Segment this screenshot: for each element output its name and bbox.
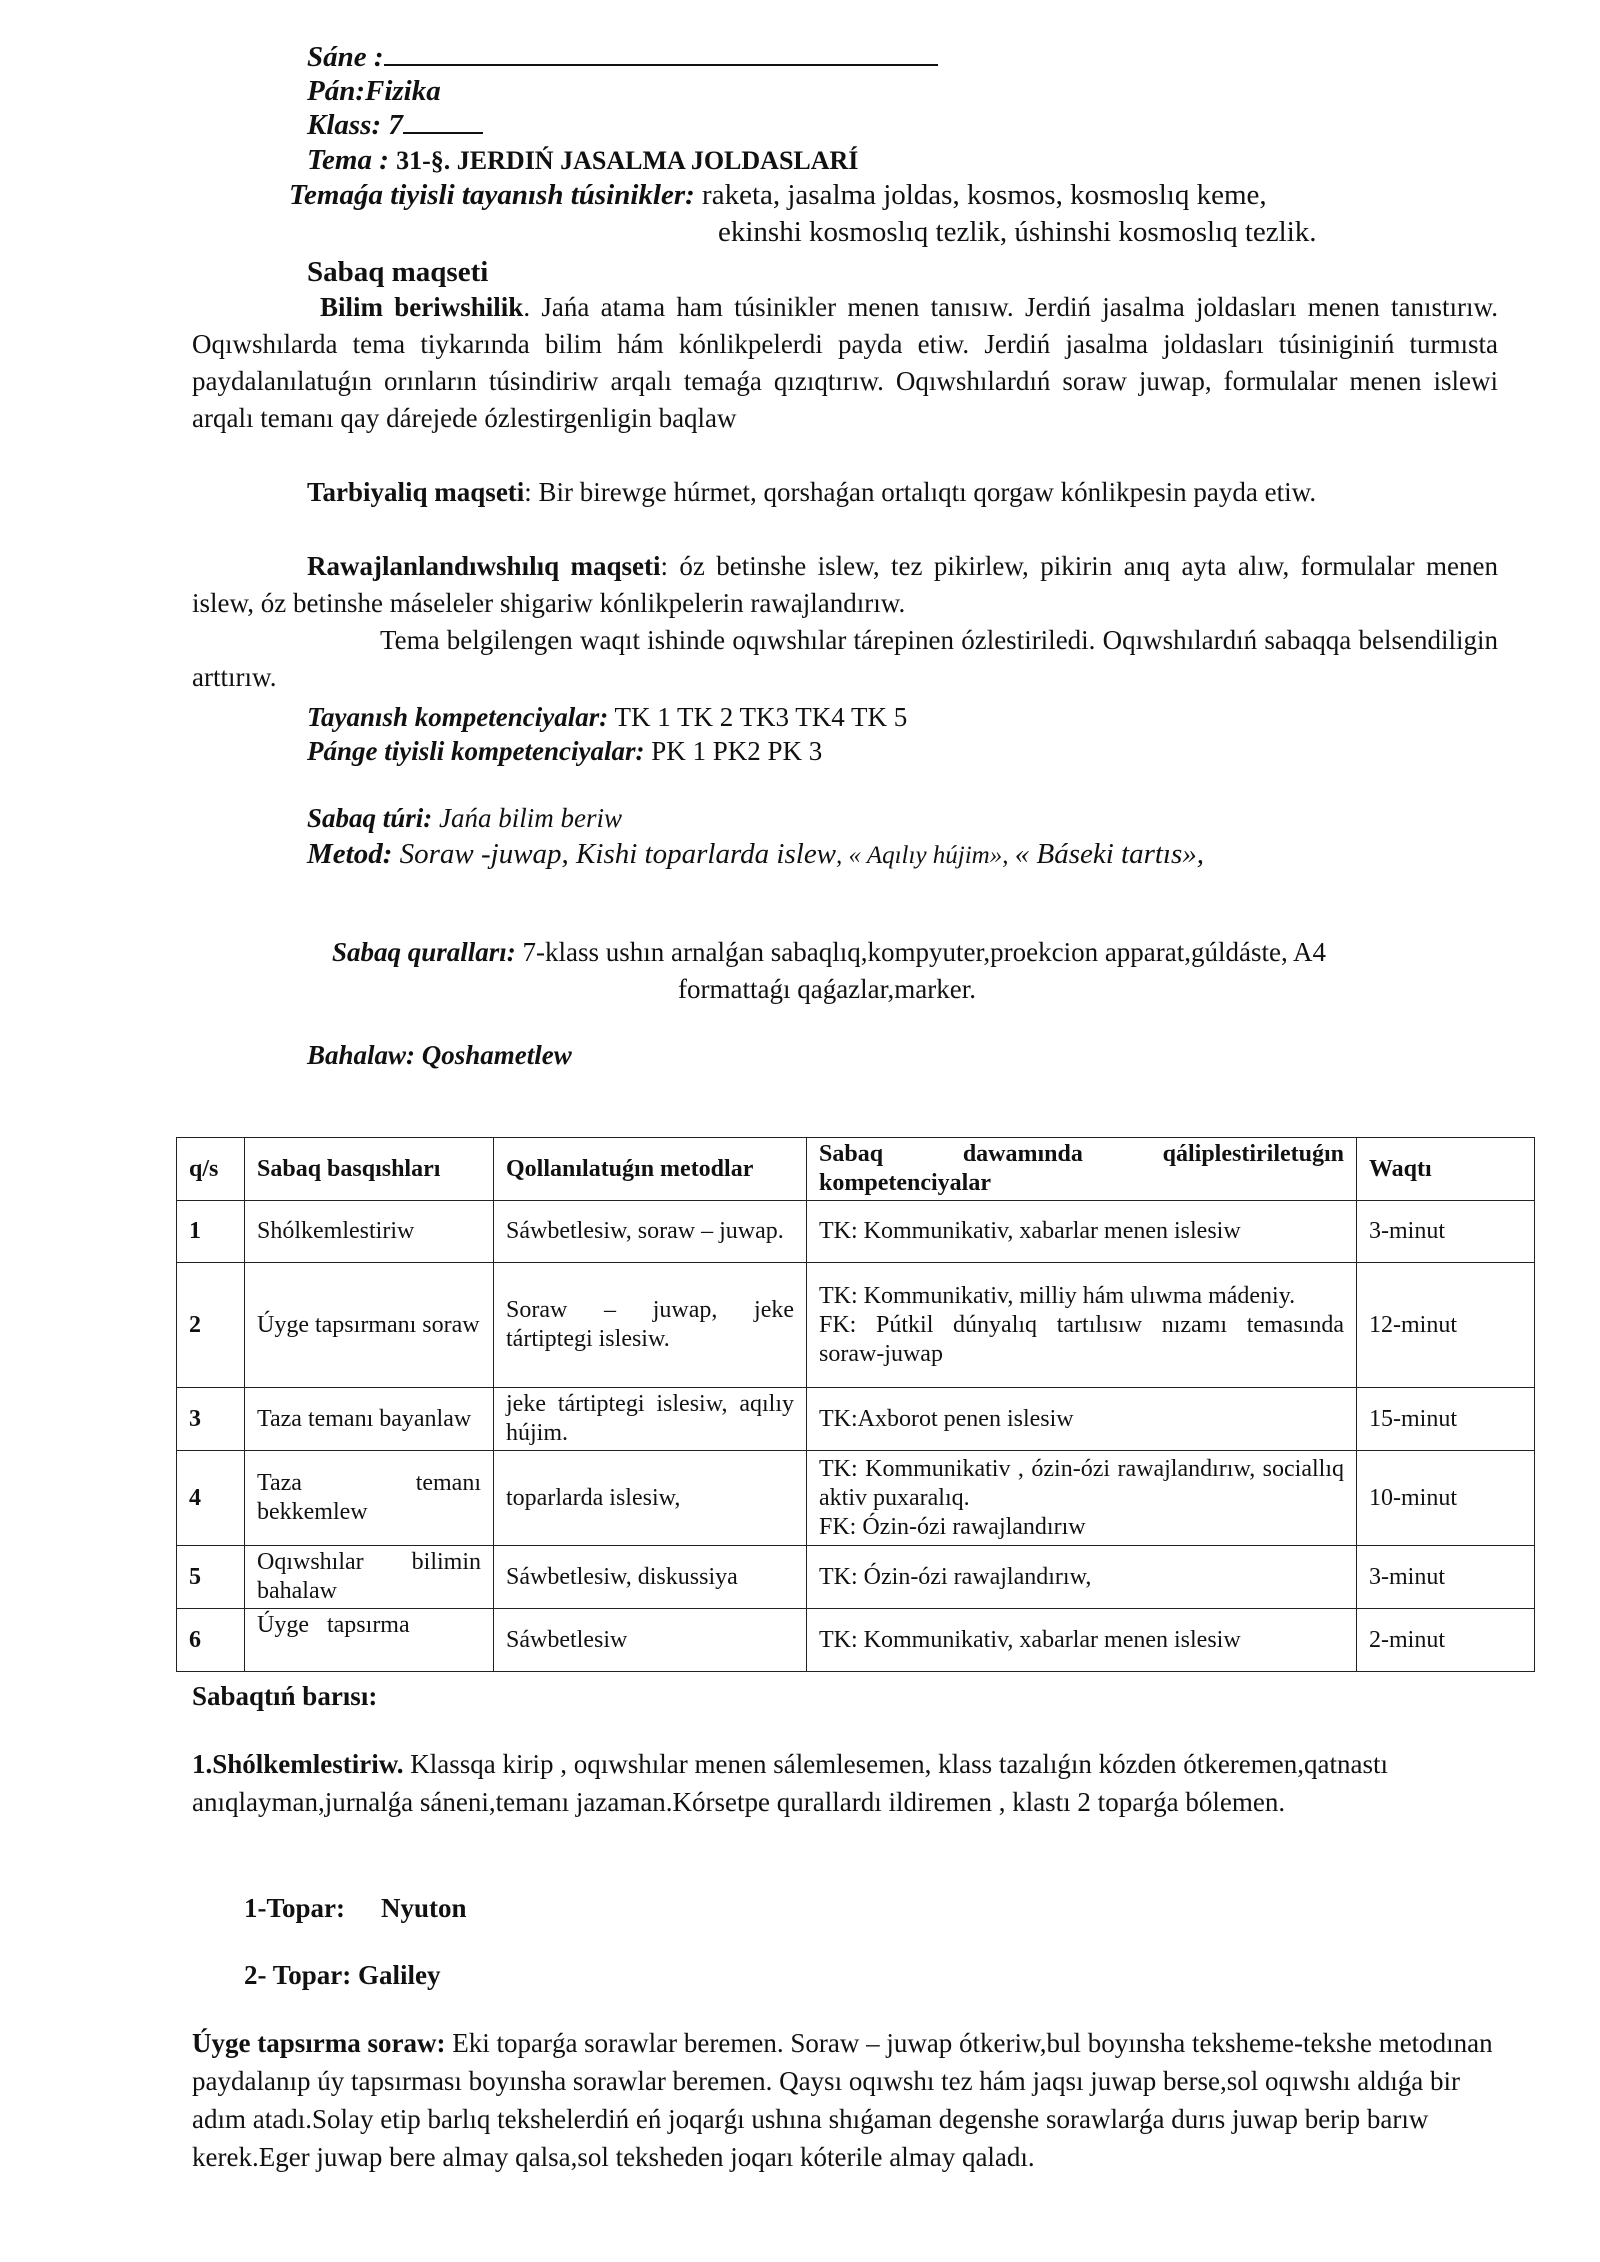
method-value-3: « Báseki tartıs», <box>1014 838 1205 870</box>
knowledge-goal-label: Bilim beriwshilik <box>320 292 524 322</box>
time-cell: 15-minut <box>1357 1388 1535 1451</box>
competency-line: TK: Kommunikativ, milliy hám ulıwma mádeniy. <box>819 1282 1296 1309</box>
key-concepts-label: Temaǵa tiyisli tayanısh túsinikler: <box>289 179 695 211</box>
competency-line: FK: Pútkil dúnyalıq tartılısıw nızamı temasında soraw-juwap <box>819 1311 1344 1367</box>
lesson-plan-table <box>176 1137 1535 1672</box>
lesson-type-value: Jańa bilim beriw <box>439 803 623 833</box>
key-concepts-line <box>289 176 1267 214</box>
subject-competencies-value: PK 1 PK2 PK 3 <box>651 736 823 766</box>
materials-value-cont: formattaǵı qaǵazlar,marker. <box>678 974 977 1004</box>
progress-heading: Sabaqtıń barısı: <box>192 1681 378 1711</box>
method-line <box>307 835 1204 875</box>
row-number: 3 <box>177 1388 245 1451</box>
class-blank <box>403 106 483 134</box>
organization-label: 1.Shólkemlestiriw. <box>192 1749 404 1779</box>
date-blank <box>384 38 938 66</box>
method-cell: Sáwbetlesiw, soraw – juwap. <box>494 1201 807 1263</box>
row-number: 2 <box>177 1263 245 1388</box>
header-cell: Sabaq dawamında qáliplestiriletuǵın kompetenciyalar <box>807 1138 1357 1201</box>
table-row <box>177 1546 1535 1609</box>
stage-cell: Oqıwshılar bilimin bahalaw <box>245 1546 494 1609</box>
method-cell: toparlarda islesiw, <box>494 1451 807 1546</box>
group-1-name: Nyuton <box>381 1893 467 1923</box>
subject-competencies-label: Pánge tiyisli kompetenciyalar: <box>307 736 645 766</box>
date-line <box>307 38 938 76</box>
core-competencies-value: TK 1 TK 2 TK3 TK4 TK 5 <box>614 702 908 732</box>
competency-cell: TK:Axborot penen islesiw <box>807 1388 1357 1451</box>
class-line <box>307 106 483 144</box>
materials-value: 7-klass ushın arnalǵan sabaqlıq,kompyuter,proekcion apparat,gúldáste, A4 <box>522 937 1327 967</box>
table-row <box>177 1201 1535 1263</box>
time-cell: 2-minut <box>1357 1609 1535 1672</box>
table-row <box>177 1451 1535 1546</box>
core-competencies-line <box>307 699 907 735</box>
table-row <box>177 1388 1535 1451</box>
development-goal-label: Rawajlanlandıwshılıq maqseti <box>307 551 661 581</box>
table-row <box>177 1263 1535 1388</box>
group-1-label: 1-Topar: <box>244 1893 346 1923</box>
education-goal-paragraph <box>192 474 1498 511</box>
row-number: 1 <box>177 1201 245 1263</box>
table-row <box>177 1609 1535 1672</box>
stage-cell: Taza temanı bekkemlew <box>245 1451 494 1546</box>
homework-paragraph <box>192 2024 1502 2176</box>
topic-line <box>307 141 858 180</box>
header-cell: Waqtı <box>1357 1138 1535 1201</box>
organization-text: Klassqa kirip , oqıwshılar menen sálemlesemen, klass tazalıǵın kózden ótkeremen,qatnastı anıqlayman,jurnalǵa sáneni,temanı jazaman.Kórsetpe qurallardı ildiremen , klastı 2 toparǵa bólemen. <box>192 1749 1388 1817</box>
method-value: Soraw -juwap, Kishi toparlarda islew <box>399 838 837 870</box>
row-number: 6 <box>177 1609 245 1672</box>
date-label: Sáne : <box>307 41 384 73</box>
topic-paragraph-text: Tema belgilengen waqıt ishinde oqıwshılar tárepinen ózlestiriledi. Oqıwshılardıń sabaqqa belsendiligin arttırıw. <box>192 625 1498 692</box>
education-goal-label: Tarbiyaliq maqseti <box>307 477 525 507</box>
materials-label: Sabaq quralları: <box>332 937 516 967</box>
method-label: Metod: <box>307 838 393 870</box>
competency-line: TK: Kommunikativ , ózin-ózi rawajlandırıw, sociallıq aktiv puxaralıq. <box>819 1455 1344 1511</box>
lesson-type-line <box>307 800 622 836</box>
header-cell: q/s <box>177 1138 245 1201</box>
stage-cell: Úyge tapsırmanı soraw <box>245 1263 494 1388</box>
method-cell: jeke tártiptegi islesiw, aqılıy hújim. <box>494 1388 807 1451</box>
competency-cell: TK: Ózin-ózi rawajlandırıw, <box>807 1546 1357 1609</box>
method-cell: Sáwbetlesiw, diskussiya <box>494 1546 807 1609</box>
assessment-line: Bahalaw: Qoshametlew <box>307 1040 572 1070</box>
competency-line: FK: Ózin-ózi rawajlandırıw <box>819 1513 1086 1540</box>
row-number: 4 <box>177 1451 245 1546</box>
knowledge-goal-text: . Jańa atama ham túsinikler menen tanısıw. Jerdiń jasalma joldasları menen tanıstırıw. Oqıwshılarda tema tiykarında bilim hám kónlikpelerdi payda etiw. Jerdiń jasalma joldasları túsiniginiń turmısta paydalanılatuǵın orınların túsindiriw arqalı temaǵa qızıqtırıw. Oqıwshılardıń soraw juwap, formulalar menen islewi arqalı temanı qay dárejede ózlestirgenligin baqlaw <box>192 292 1498 433</box>
competency-cell <box>807 1451 1357 1546</box>
organization-paragraph <box>192 1745 1502 1821</box>
subject-line: Pán:Fizika <box>307 75 441 107</box>
stage-cell: Shólkemlestiriw <box>245 1201 494 1263</box>
knowledge-goal-paragraph <box>192 289 1498 437</box>
stage-cell: Úyge tapsırma <box>245 1609 494 1672</box>
table-header-row <box>177 1138 1535 1201</box>
key-concepts-value: raketa, jasalma joldas, kosmos, kosmoslıq keme, <box>702 179 1267 211</box>
subject-competencies-line <box>307 733 822 769</box>
method-cell: Sáwbetlesiw <box>494 1609 807 1672</box>
education-goal-text: : Bir birewge húrmet, qorshaǵan ortalıqtı qorgaw kónlikpesin payda etiw. <box>524 477 1317 507</box>
core-competencies-label: Tayanısh kompetenciyalar: <box>307 702 609 732</box>
competency-cell: TK: Kommunikativ, xabarlar menen islesiw <box>807 1201 1357 1263</box>
development-goal-paragraph <box>192 548 1498 622</box>
topic-value: 31-§. JERDIŃ JASALMA JOLDASLARÍ <box>396 146 859 175</box>
competency-cell <box>807 1263 1357 1388</box>
key-concepts-value-cont: ekinshi kosmoslıq tezlik, úshinshi kosmoslıq tezlik. <box>718 216 1317 248</box>
lesson-type-label: Sabaq túri: <box>307 803 433 833</box>
goals-heading: Sabaq maqseti <box>307 256 489 288</box>
time-cell: 3-minut <box>1357 1201 1535 1263</box>
method-cell: Soraw – juwap, jeke tártiptegi islesiw. <box>494 1263 807 1388</box>
time-cell: 12-minut <box>1357 1263 1535 1388</box>
materials-line <box>332 934 1326 970</box>
group-2-line: 2- Topar: Galiley <box>244 1960 441 1990</box>
header-cell: Sabaq basqıshları <box>245 1138 494 1201</box>
method-value-2: , « Aqılıy hújim», <box>836 842 1015 869</box>
homework-text: Eki toparǵa sorawlar beremen. Soraw – juwap ótkeriw,bul boyınsha teksheme-tekshe metodınan paydalanıp úy tapsırması boyınsha sorawlar beremen. Qaysı oqıwshı tez hám jaqsı juwap berse,sol oqıwshı aldıǵa bir adım atadı.Solay etip barlıq tekshelerdiń eń joqarǵı ushına shıǵaman degenshe sorawlarǵa durıs juwap berip barıw kerek.Eger juwap bere almay qalsa,sol teksheden joqarı kóterile almay qaladı. <box>192 2028 1493 2172</box>
topic-label: Tema : <box>307 144 389 176</box>
row-number: 5 <box>177 1546 245 1609</box>
homework-label: Úyge tapsırma soraw: <box>192 2028 446 2058</box>
competency-cell: TK: Kommunikativ, xabarlar menen islesiw <box>807 1609 1357 1672</box>
development-goal-text: : óz betinshe islew, tez pikirlew, pikirin anıq ayta alıw, formulalar menen islew, óz betinshe máseleler shigariw kónlikpelerin rawajlandırıw. <box>192 551 1498 618</box>
topic-paragraph <box>192 622 1498 696</box>
header-cell: Qollanılatuǵın metodlar <box>494 1138 807 1201</box>
class-label: Klass: 7 <box>307 109 403 141</box>
time-cell: 3-minut <box>1357 1546 1535 1609</box>
stage-cell: Taza temanı bayanlaw <box>245 1388 494 1451</box>
time-cell: 10-minut <box>1357 1451 1535 1546</box>
group-1-line <box>244 1890 467 1926</box>
